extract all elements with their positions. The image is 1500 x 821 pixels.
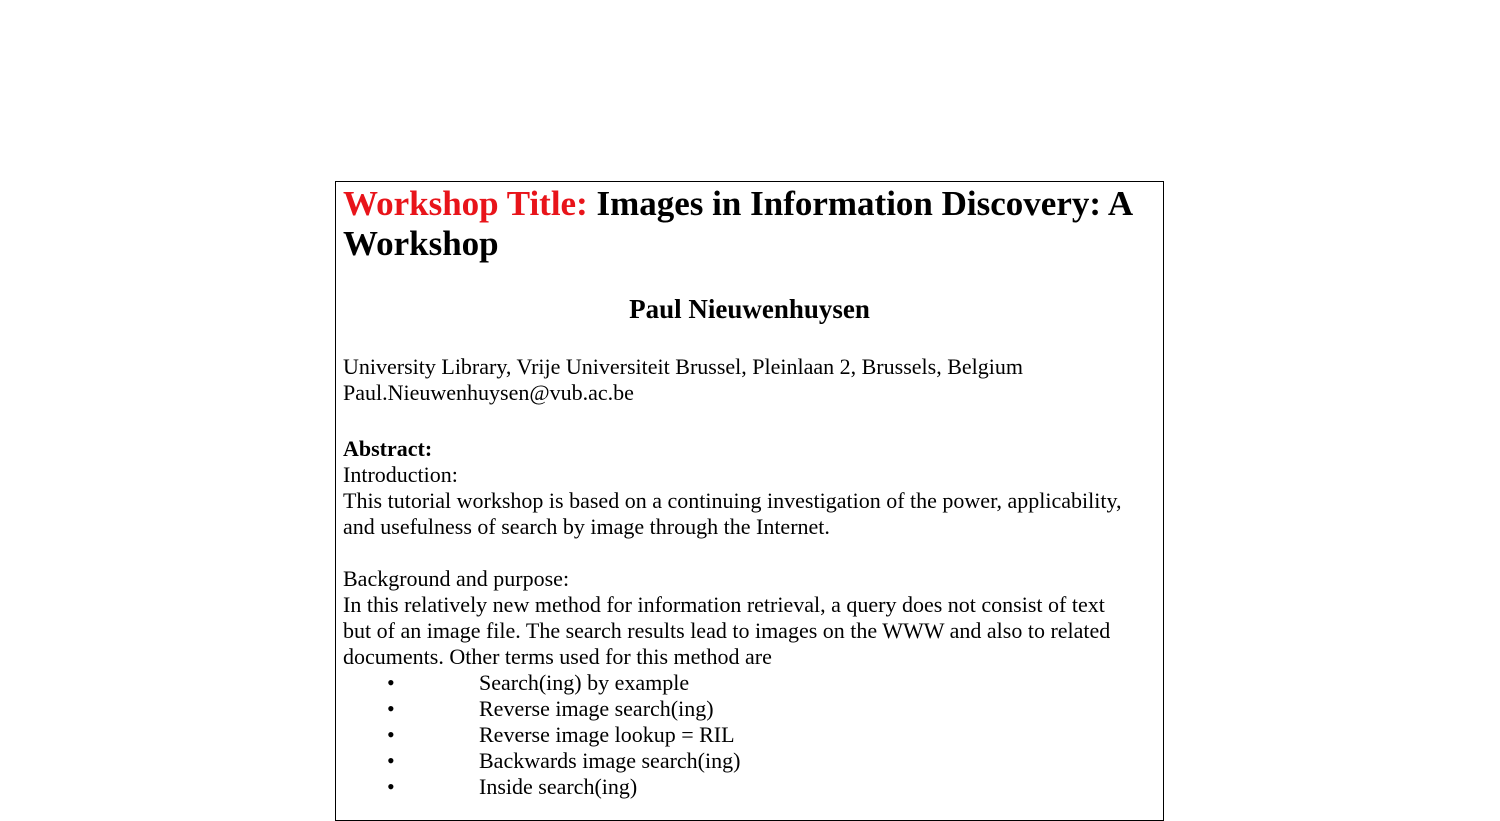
list-item: Backwards image search(ing) (479, 748, 741, 773)
background-line-3: documents. Other terms used for this method are (343, 644, 772, 669)
introduction-line-2: and usefulness of search by image through the Internet. (343, 514, 830, 539)
bullet-icon: • (387, 722, 395, 747)
workshop-title (343, 184, 1158, 264)
bullet-icon: • (387, 696, 395, 721)
title-text-line2: Workshop (343, 224, 499, 263)
affiliation: University Library, Vrije Universiteit Brussel, Pleinlaan 2, Brussels, Belgium (343, 354, 1023, 379)
bullet-icon: • (387, 748, 395, 773)
bullet-icon: • (387, 670, 395, 695)
title-text-line1: Images in Information Discovery: A (596, 184, 1134, 223)
list-item: Reverse image lookup = RIL (479, 722, 735, 747)
author-name: Paul Nieuwenhuysen (629, 294, 870, 324)
email-address: Paul.Nieuwenhuysen@vub.ac.be (343, 380, 634, 405)
introduction-heading: Introduction: (343, 462, 458, 487)
introduction-line-1: This tutorial workshop is based on a continuing investigation of the power, applicability, (343, 488, 1122, 513)
title-label: Workshop Title: (343, 184, 588, 223)
list-item: Search(ing) by example (479, 670, 690, 695)
list-item: Reverse image search(ing) (479, 696, 714, 721)
background-line-1: In this relatively new method for information retrieval, a query does not consist of text (343, 592, 1105, 617)
list-item: Inside search(ing) (479, 774, 638, 799)
background-heading: Background and purpose: (343, 566, 570, 591)
background-line-2: but of an image file. The search results lead to images on the WWW and also to related (343, 618, 1111, 643)
abstract-heading: Abstract: (343, 436, 433, 461)
bullet-icon: • (387, 774, 395, 799)
